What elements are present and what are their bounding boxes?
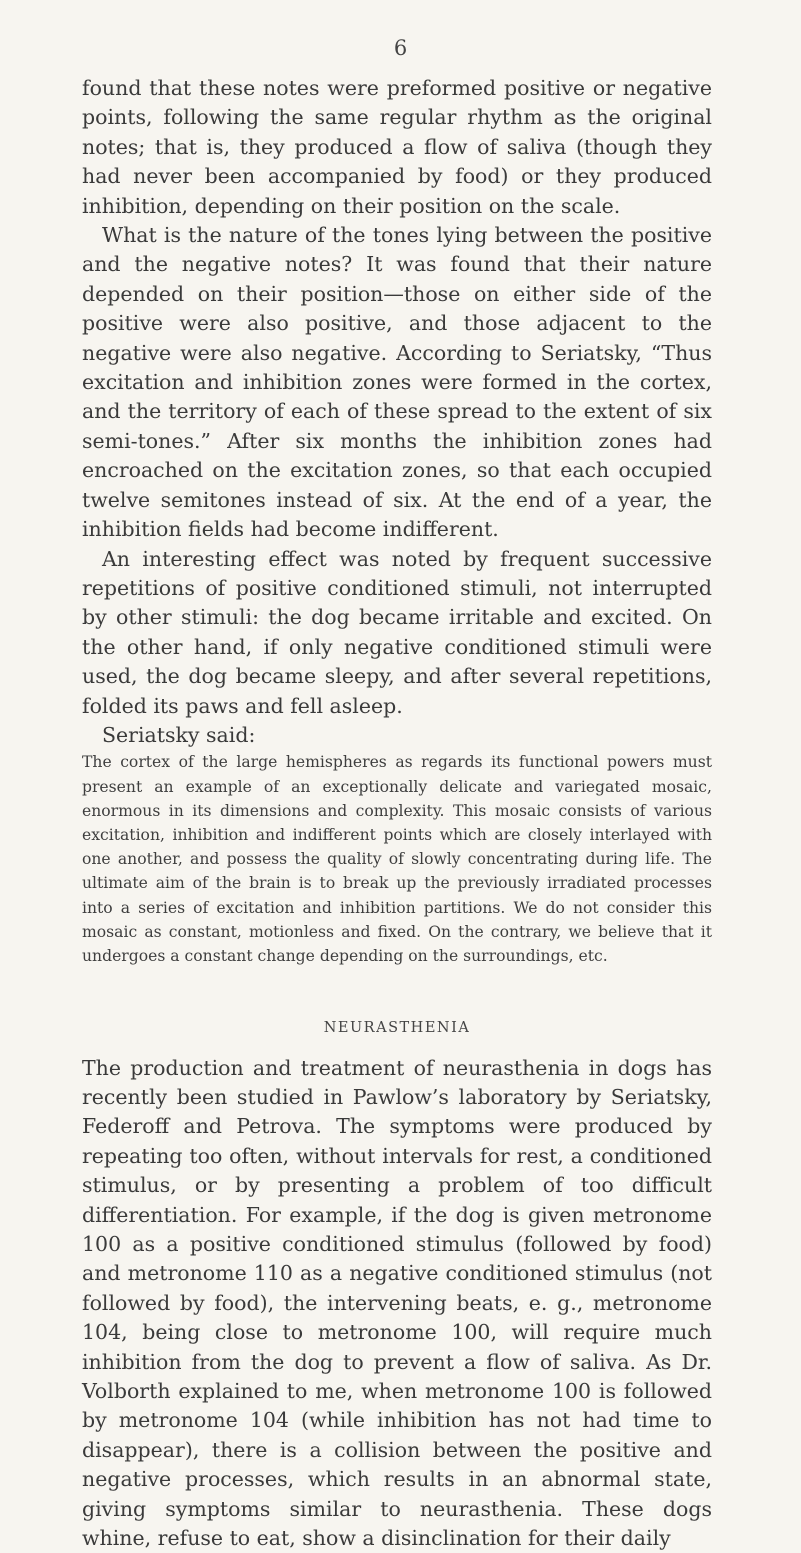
section-paragraph: The production and treatment of neurasthenia in dogs has recently been studied in Pawlow’s laboratory by Seriatsky, Federoff and Petrova. The symptoms were produced by repeating too often, without intervals for rest, a conditioned stimulus, or by presenting a problem of too difficult differentiation. For example, if the dog is given metronome 100 as a positive conditioned stimulus (followed by food) and metronome 110 as a negative conditioned stimulus (not followed by food), the intervening beats, e. g., metronome 104, being close to metronome 100, will require much inhibition from the dog to prevent a flow of saliva. As Dr. Volborth explained to me, when metronome 100 is followed by metronome 104 (while inhibition has not had time to disappear), there is a collision between the positive and negative processes, which results in an abnormal state, giving symptoms similar to neurasthenia. These dogs whine, refuse to eat, show a disinclination for their daily bbox=[82, 1055, 712, 1551]
section-heading: NEURASTHENIA bbox=[323, 1020, 471, 1037]
page-number: 6 bbox=[393, 36, 408, 60]
body-text bbox=[82, 74, 712, 1553]
quote-intro: Seriatsky said: bbox=[102, 722, 256, 747]
paragraph: What is the nature of the tones lying between the positive and the negative notes? It was found that their nature depended on their position—those on either side of the positive were also positive, and those adjacent to the negative were also negative. According to Seriatsky, “Thus excitation and inhibition zones were formed in the cortex, and the territory of each of these spread to the extent of six semi-tones.” After six months the inhibition zones had encroached on the excitation zones, so that each occupied twelve semitones instead of six. At the end of a year, the inhibition fields had become indifferent. bbox=[82, 223, 712, 542]
paragraph: found that these notes were preformed positive or negative points, following the same regular rhythm as the original notes; that is, they produced a flow of saliva (though they had never been accompanied by food) or they produced inhibition, depending on their position on the scale. bbox=[82, 76, 712, 218]
paragraph: An interesting effect was noted by frequent successive repetitions of positive conditioned stimuli, not interrupted by other stimuli: the dog became irritable and excited. On the other hand, if only negative conditioned stimuli were used, the dog became sleepy, and after several repetitions, folded its paws and fell asleep. bbox=[82, 546, 712, 718]
block-quote: The cortex of the large hemispheres as regards its functional powers must present an example of an exceptionally delicate and variegated mosaic, enormous in its dimensions and complexity. This mosaic consists of various excitation, inhibition and indifferent points which are closely interlayed with one another, and possess the quality of slowly concentrating during life. The ultimate aim of the brain is to break up the previously irradiated processes into a series of excitation and inhibition partitions. We do not consider this mosaic as constant, motionless and fixed. On the contrary, we believe that it undergoes a constant change depending on the surroundings, etc. bbox=[82, 753, 712, 965]
